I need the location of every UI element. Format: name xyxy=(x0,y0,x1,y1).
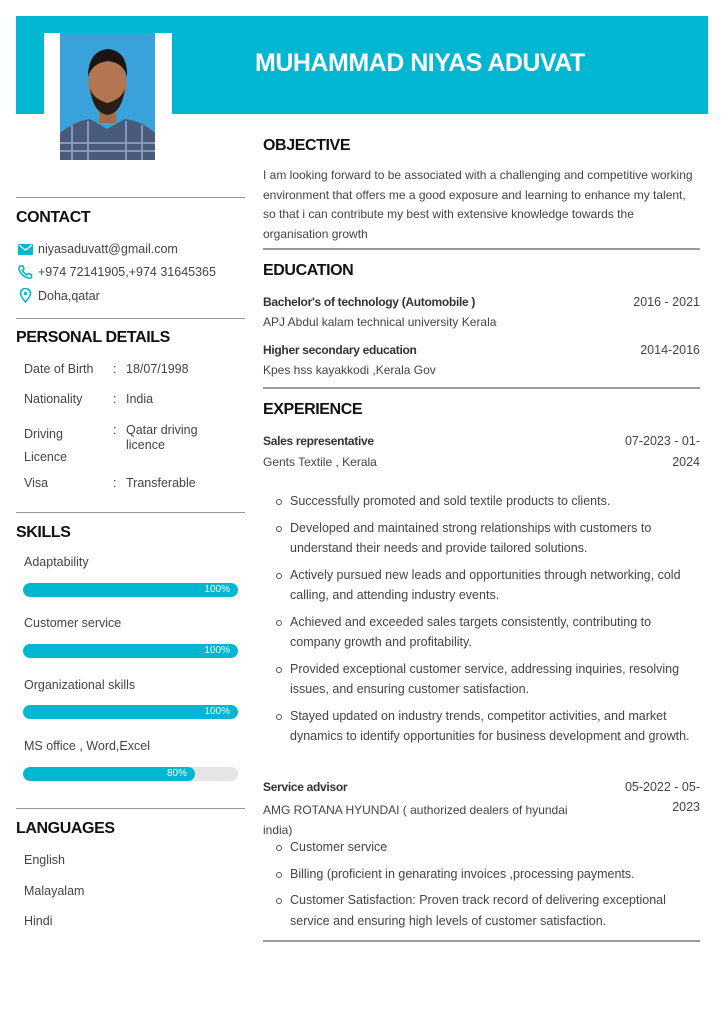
job-role: Service advisor xyxy=(263,780,348,794)
list-item: Actively pursued new leads and opportunities through networking, cold calling, and attending industry events. xyxy=(274,565,694,606)
list-item: Billing (proficient in genarating invoices ,processing payments. xyxy=(274,864,694,885)
language-item: English xyxy=(24,853,65,867)
location-pin-icon xyxy=(18,288,33,303)
experience-title: EXPERIENCE xyxy=(263,401,363,418)
phone-text: +974 72141905,+974 31645365 xyxy=(38,265,216,279)
divider xyxy=(263,248,700,250)
contact-email[interactable] xyxy=(18,242,178,256)
language-item: Malayalam xyxy=(24,884,85,898)
job-dates: 2023 xyxy=(672,800,700,814)
phone-icon xyxy=(18,265,33,279)
language-item: Hindi xyxy=(24,914,53,928)
objective-text: I am looking forward to be associated with a challenging and competitive working environment that offers me a good exposure and learning to enhance my talent, so that i can contribute my best with extensive knowledge towards the organisation growth xyxy=(263,168,693,241)
candidate-name: MUHAMMAD NIYAS ADUVAT xyxy=(255,49,585,77)
pd-value-visa: Transferable xyxy=(126,476,196,490)
objective-title: OBJECTIVE xyxy=(263,137,351,154)
skill-name: Adaptability xyxy=(24,555,89,569)
job-dates: 2024 xyxy=(672,455,700,469)
list-item: Provided exceptional customer service, addressing inquiries, resolving issues, and ensuring customer satisfaction. xyxy=(274,659,694,700)
pd-value-dob: 18/07/1998 xyxy=(126,362,189,376)
skill-bar-fill xyxy=(23,644,238,658)
job-dates: 07-2023 - 01- xyxy=(624,434,700,448)
skill-bar-fill xyxy=(23,583,238,597)
list-item: Developed and maintained strong relationships with customers to understand their needs and provide tailored solutions. xyxy=(274,518,694,559)
education-degree: Bachelor's of technology (Automobile ) xyxy=(263,295,476,309)
skill-bar-fill xyxy=(23,767,195,781)
pd-colon: : xyxy=(113,362,117,376)
skill-name: MS office , Word,Excel xyxy=(24,739,150,753)
skills-title: SKILLS xyxy=(16,524,71,541)
contact-location xyxy=(18,288,100,303)
job-bullet-list xyxy=(274,837,694,931)
skill-percent: 100% xyxy=(204,706,230,717)
job-dates: 05-2022 - 05- xyxy=(624,780,700,794)
list-item: Achieved and exceeded sales targets consistently, contributing to company growth and profitability. xyxy=(274,612,694,653)
languages-title: LANGUAGES xyxy=(16,820,115,837)
skill-percent: 100% xyxy=(204,645,230,656)
skill-bar xyxy=(23,644,238,658)
list-item: Customer service xyxy=(274,837,694,858)
divider xyxy=(16,808,245,809)
contact-title: CONTACT xyxy=(16,209,91,226)
personal-details-title: PERSONAL DETAILS xyxy=(16,329,170,346)
pd-label-dob: Date of Birth xyxy=(24,362,94,376)
pd-colon: : xyxy=(113,392,117,406)
profile-photo xyxy=(60,33,155,160)
education-degree: Higher secondary education xyxy=(263,343,417,357)
pd-label-visa: Visa xyxy=(24,476,49,490)
pd-value-nationality: India xyxy=(126,392,154,406)
divider xyxy=(263,387,700,389)
list-item: Stayed updated on industry trends, competitor activities, and market dynamics to identify opportunities for business development and growth. xyxy=(274,706,694,747)
skill-bar xyxy=(23,767,238,781)
pd-colon: : xyxy=(113,476,117,490)
skill-name: Customer service xyxy=(24,616,122,630)
skill-percent: 80% xyxy=(166,768,187,779)
job-bullet-list xyxy=(274,491,694,747)
skill-bar-fill xyxy=(23,705,238,719)
skill-bar xyxy=(23,705,238,719)
skill-percent: 100% xyxy=(204,584,230,595)
job-role: Sales representative xyxy=(263,434,374,448)
pd-label-nationality: Nationality xyxy=(24,392,83,406)
email-text: niyasaduvatt@gmail.com xyxy=(38,242,178,256)
education-title: EDUCATION xyxy=(263,262,354,279)
divider xyxy=(16,512,245,513)
skill-name: Organizational skills xyxy=(24,678,136,692)
list-item: Successfully promoted and sold textile products to clients. xyxy=(274,491,694,512)
contact-phone[interactable] xyxy=(18,265,216,279)
divider xyxy=(16,318,245,319)
education-school: APJ Abdul kalam technical university Kerala xyxy=(263,315,497,329)
email-icon xyxy=(18,244,33,255)
education-years: 2014-2016 xyxy=(640,343,700,357)
education-years: 2016 - 2021 xyxy=(633,295,700,309)
divider xyxy=(16,197,245,198)
skill-bar xyxy=(23,583,238,597)
job-company: AMG ROTANA HYUNDAI ( authorized dealers of hyundai india) xyxy=(263,803,568,837)
pd-value-driving: Qatar driving licence xyxy=(126,423,198,452)
pd-label-driving: Driving Licence xyxy=(24,427,68,464)
pd-colon: : xyxy=(113,423,117,437)
location-text: Doha,qatar xyxy=(38,288,100,303)
education-school: Kpes hss kayakkodi ,Kerala Gov xyxy=(263,363,436,377)
list-item: Customer Satisfaction: Proven track record of delivering exceptional service and ensuring high levels of customer satisfaction. xyxy=(274,890,694,931)
job-company: Gents Textile , Kerala xyxy=(263,455,377,469)
divider xyxy=(263,940,700,942)
